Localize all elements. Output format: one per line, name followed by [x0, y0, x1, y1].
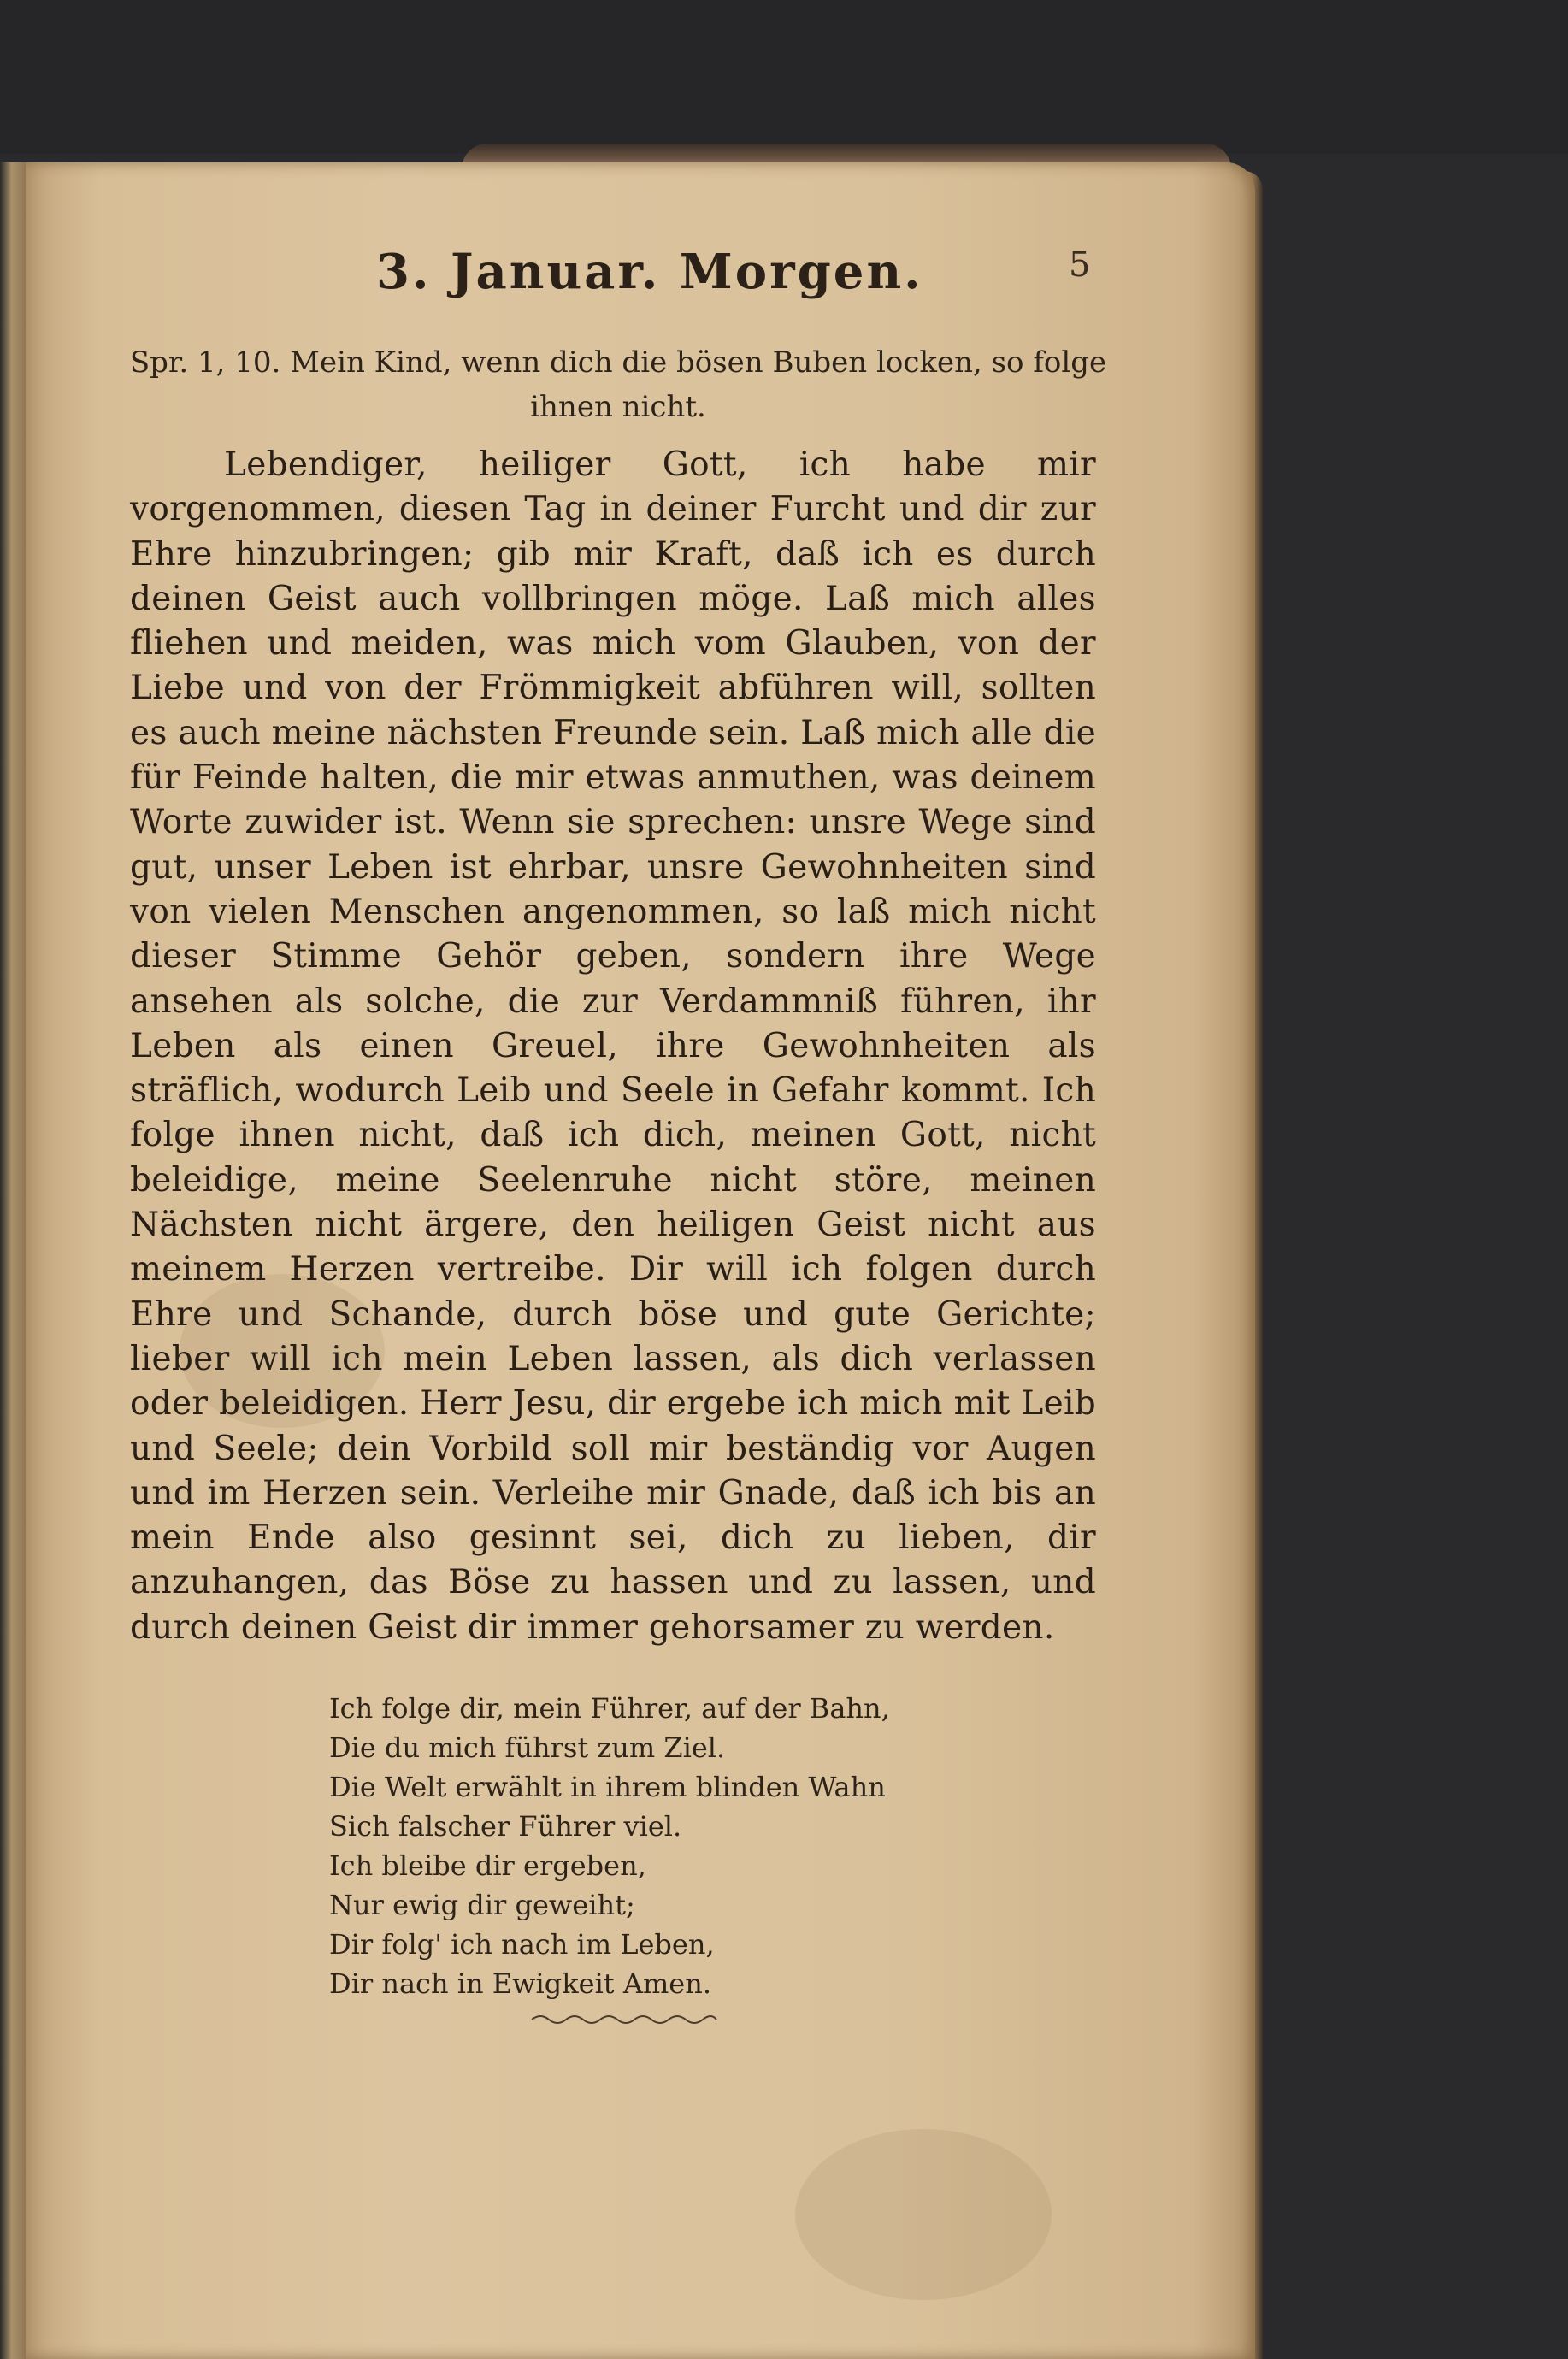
paper-stain: [795, 2129, 1052, 2300]
hymn-line: Die Welt erwählt in ihrem blinden Wahn: [329, 1771, 886, 1803]
page-title: 3. Januar. Morgen.: [376, 244, 923, 300]
hymn-line: Ich folge dir, mein Führer, auf der Bahn,: [329, 1692, 890, 1725]
hymn-line: Sich falscher Führer viel.: [329, 1810, 682, 1843]
hymn-line: Die du mich führst zum Ziel.: [329, 1731, 726, 1764]
scripture-verse: Spr. 1, 10. Mein Kind, wenn dich die bösen Buben locken, so folge ihnen nicht.: [129, 345, 1107, 424]
hymn-stanza: [329, 1689, 1099, 2003]
hymn-line: Dir nach in Ewigkeit Amen.: [329, 1967, 711, 2000]
hymn-line: Nur ewig dir geweiht;: [329, 1889, 635, 1921]
ornament-divider: [530, 2011, 718, 2028]
prayer-text: Lebendiger, heiliger Gott, ich habe mir vorgenommen, diesen Tag in deiner Furcht und dir zur Ehre hinzubringen; gib mir Kraft, daß ich es durch deinen Geist auch vollbringen möge. Laß mich alles fliehen und meiden, was mich vom Glauben, von der Liebe und von der Frömmigkeit abführen will, sollten es auch meine nächsten Freunde sein. Laß mich alle die für Feinde halten, die mir etwas anmuthen, was deinem Worte zuwider ist. Wenn sie sprechen: unsre Wege sind gut, unser Leben ist ehrbar, unsre Gewohnheiten sind von vielen Menschen angenommen, so laß mich nicht dieser Stimme Gehör geben, sondern ihre Wege ansehen als solche, die zur Verdammniß führen, ihr Leben als einen Greuel, ihre Gewohnheiten als sträflich, wodurch Leib und Seele in Gefahr kommt. Ich folge ihnen nicht, daß ich dich, meinen Gott, nicht beleidige, meine Seelenruhe nicht störe, meinen Nächsten nicht ärgere, den heiligen Geist nicht aus meinem Herzen vertreibe. Dir will ich folgen durch Ehre und Schande, durch böse und gute Gerichte; lieber will ich mein Leben lassen, als dich verlassen oder beleidigen. Herr Jesu, dir ergebe ich mich mit Leib und Seele; dein Vorbild soll mir beständig vor Augen und im Herzen sein. Verleihe mir Gnade, daß ich bis an mein Ende also gesinnt sei, dich zu lieben, dir anzuhangen, das Böse zu hassen und zu lassen, und durch deinen Geist dir immer gehorsamer zu werden.: [130, 445, 1096, 1647]
page-header: [325, 244, 1180, 321]
hymn-line: Dir folg' ich nach im Leben,: [329, 1928, 715, 1961]
page-number: 5: [1069, 245, 1091, 285]
book-left-edge: [0, 162, 26, 2359]
background-dark: [0, 0, 1568, 154]
hymn-line: Ich bleibe dir ergeben,: [329, 1849, 646, 1882]
